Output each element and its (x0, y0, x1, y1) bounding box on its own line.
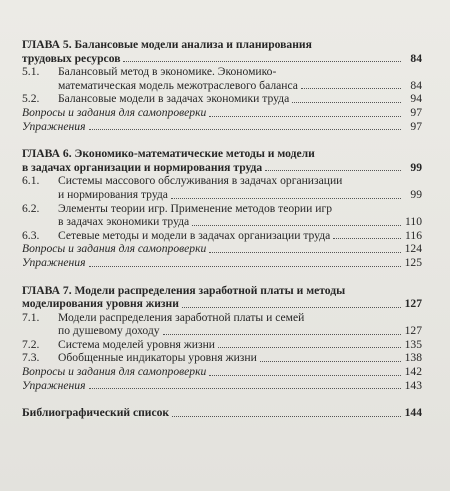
chapter-title-line2: в задачах организации и нормирования труда (22, 160, 263, 174)
section-5-2 (22, 92, 422, 106)
section-page: 99 (410, 187, 422, 201)
leader-dots (209, 375, 401, 376)
leader-dots (89, 388, 402, 389)
chapter-7 (22, 284, 422, 393)
section-title-line2: по душевому доходу (58, 324, 160, 338)
chapter-5 (22, 38, 422, 133)
questions-label: Вопросы и задания для самопроверки (22, 242, 207, 256)
questions-entry (22, 365, 422, 379)
chapter-title-lead (22, 161, 422, 175)
chapter-title (22, 147, 422, 161)
section-number: 5.2. (22, 92, 40, 106)
chapter-title-lead (22, 52, 422, 66)
section-page: 84 (410, 78, 422, 92)
questions-page: 97 (410, 105, 422, 119)
section-title-line1: Элементы теории игр. Применение методов теории игр (58, 201, 332, 215)
questions-page: 142 (404, 365, 422, 379)
section-title-line1: Обобщенные индикаторы уровня жизни (58, 351, 257, 365)
section-6-3 (22, 229, 422, 243)
exercises-label: Упражнения (22, 119, 86, 133)
exercises-label: Упражнения (22, 255, 86, 269)
questions-entry (22, 106, 422, 120)
leader-dots (89, 129, 402, 130)
leader-dots (333, 238, 401, 239)
section-title-line2: и нормирования труда (58, 187, 168, 201)
section-number: 7.2. (22, 337, 40, 351)
chapter-title-line1: ГЛАВА 5. Балансовые модели анализа и планирования (22, 38, 312, 51)
section-title-line2: в задачах экономики труда (58, 215, 190, 229)
section-title-line1: Сетевые методы и модели в задачах организации труда (58, 228, 331, 242)
leader-dots (260, 361, 401, 362)
leader-dots (265, 170, 401, 171)
section-7-2 (22, 338, 422, 352)
section-title-line2: математическая модель межотраслевого баланса (58, 78, 298, 92)
leader-dots (209, 252, 401, 253)
chapter-title-line2: трудовых ресурсов (22, 51, 121, 65)
chapter-title-line1: ГЛАВА 7. Модели распределения заработной платы и методы (22, 283, 346, 297)
section-number: 6.3. (22, 228, 40, 242)
table-of-contents (22, 38, 422, 420)
leader-dots (163, 334, 401, 335)
exercises-entry (22, 120, 422, 134)
section-number: 6.2. (22, 201, 40, 215)
exercises-label: Упражнения (22, 378, 86, 392)
section-title-line1: Системы массового обслуживания в задачах организации (58, 174, 343, 188)
section-number: 7.1. (22, 310, 40, 324)
chapter-title-lead (22, 297, 422, 311)
bibliography-page: 144 (404, 406, 422, 420)
exercises-page: 97 (410, 119, 422, 133)
chapter-page: 127 (404, 297, 422, 311)
leader-dots (301, 88, 401, 89)
section-7-3 (22, 351, 422, 365)
section-title-line1: Модели распределения заработной платы и семей (58, 310, 305, 324)
section-7-1 (22, 311, 422, 338)
chapter-title (22, 38, 422, 52)
section-page: 127 (404, 324, 422, 338)
leader-dots (123, 61, 401, 62)
exercises-entry (22, 256, 422, 270)
leader-dots (172, 416, 401, 417)
chapter-title-line2: моделирования уровня жизни (22, 297, 179, 311)
leader-dots (89, 266, 402, 267)
leader-dots (292, 102, 401, 103)
chapter-6 (22, 147, 422, 269)
section-page: 138 (404, 351, 422, 365)
section-6-2 (22, 202, 422, 229)
bibliography-label: Библиографический список (22, 406, 170, 420)
section-page: 110 (405, 215, 422, 229)
chapter-page: 99 (410, 160, 422, 174)
chapter-title-line1: ГЛАВА 6. Экономико-математические методы и модели (22, 147, 315, 161)
section-page: 135 (404, 337, 422, 351)
chapter-title (22, 284, 422, 298)
leader-dots (209, 116, 401, 117)
chapter-page: 84 (410, 51, 422, 65)
questions-entry (22, 242, 422, 256)
section-number: 5.1. (22, 65, 40, 79)
section-title-line1: Система моделей уровня жизни (58, 337, 215, 351)
section-5-1 (22, 65, 422, 92)
section-page: 116 (405, 228, 422, 242)
section-page: 94 (410, 92, 422, 106)
section-number: 7.3. (22, 351, 40, 365)
questions-label: Вопросы и задания для самопроверки (22, 105, 207, 119)
section-6-1 (22, 174, 422, 201)
leader-dots (192, 225, 401, 226)
questions-page: 124 (404, 242, 422, 256)
section-number: 6.1. (22, 174, 40, 188)
section-title-line1: Балансовый метод в экономике. Экономико- (58, 65, 277, 79)
bibliography-entry (22, 406, 422, 420)
section-title-line1: Балансовые модели в задачах экономики труда (58, 92, 290, 106)
leader-dots (218, 347, 401, 348)
leader-dots (171, 198, 401, 199)
exercises-page: 143 (404, 378, 422, 392)
leader-dots (182, 307, 401, 308)
questions-label: Вопросы и задания для самопроверки (22, 365, 207, 379)
exercises-page: 125 (404, 255, 422, 269)
exercises-entry (22, 379, 422, 393)
